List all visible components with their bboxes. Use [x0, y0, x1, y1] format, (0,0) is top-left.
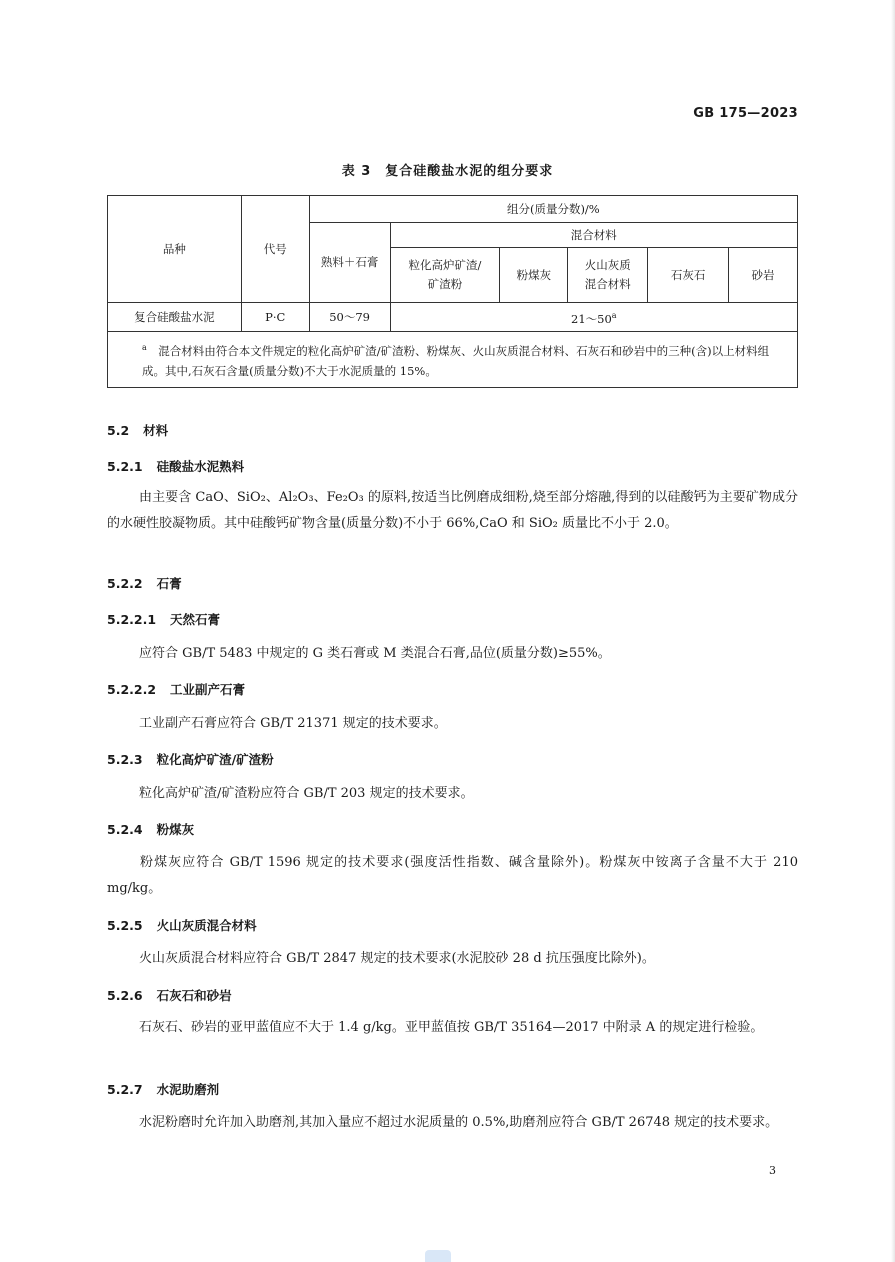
- heading-title: 水泥助磨剂: [156, 1082, 220, 1097]
- heading-number: 5.2.7: [107, 1082, 143, 1097]
- heading-5-2-2-2: [107, 680, 245, 698]
- heading-title: 石灰石和砂岩: [156, 988, 232, 1003]
- header-pozzolan-line2: 混合材料: [584, 277, 631, 291]
- table-caption: 表 3 复合硅酸盐水泥的组分要求: [341, 164, 554, 179]
- footnote-mark: a: [142, 343, 147, 352]
- standard-number: GB 175—2023: [693, 106, 798, 121]
- heading-number: 5.2.1: [107, 459, 143, 474]
- paragraph-text: 应符合 GB/T 5483 中规定的 G 类石膏或 M 类混合石膏,品位(质量分数)≥55%。: [139, 646, 611, 661]
- heading-title: 材料: [143, 423, 169, 438]
- header-fly-ash: 粉煤灰: [500, 248, 568, 303]
- heading-5-2-1: [107, 457, 244, 475]
- page-edge-shadow: [891, 0, 895, 1262]
- heading-5-2-4: [107, 820, 194, 838]
- cell-variety: 复合硅酸盐水泥: [108, 303, 242, 332]
- paragraph-text: 石灰石、砂岩的亚甲蓝值应不大于 1.4 g/kg。亚甲蓝值按 GB/T 35164—2017 中附录 A 的规定进行检验。: [139, 1020, 764, 1035]
- header-slag-line1: 粒化高炉矿渣/: [408, 258, 482, 272]
- paragraph-5-2-1: [107, 485, 798, 537]
- cell-mixed: [390, 303, 797, 332]
- paragraph-5-2-7: [107, 1110, 798, 1136]
- header-clinker-gypsum: 熟料＋石膏: [309, 223, 390, 303]
- cell-mixed-value: 21～50: [571, 311, 612, 326]
- paragraph-text: 粒化高炉矿渣/矿渣粉应符合 GB/T 203 规定的技术要求。: [139, 786, 474, 801]
- viewer-scroll-indicator[interactable]: [425, 1250, 451, 1262]
- paragraph-5-2-5: [107, 946, 798, 972]
- header-pozzolan: [568, 248, 648, 303]
- header-mixed-materials: 混合材料: [390, 223, 797, 248]
- composition-table: [107, 195, 798, 388]
- heading-number: 5.2.3: [107, 752, 143, 767]
- paragraph-5-2-6: [107, 1015, 798, 1041]
- heading-title: 粉煤灰: [156, 822, 195, 837]
- heading-number: 5.2.4: [107, 822, 143, 837]
- heading-title: 天然石膏: [170, 612, 221, 627]
- paragraph-5-2-2-1: [107, 641, 798, 667]
- cell-mixed-note-mark: a: [611, 310, 617, 320]
- heading-title: 硅酸盐水泥熟料: [156, 459, 245, 474]
- header-limestone: 石灰石: [648, 248, 729, 303]
- heading-title: 石膏: [156, 576, 182, 591]
- heading-5-2-2-1: [107, 610, 220, 628]
- footnote-text: 混合材料由符合本文件规定的粒化高炉矿渣/矿渣粉、粉煤灰、火山灰质混合材料、石灰石和砂岩中的三种(含)以上材料组成。其中,石灰石含量(质量分数)不大于水泥质量的 15%。: [142, 343, 770, 378]
- header-sandstone: 砂岩: [729, 248, 798, 303]
- paragraph-text: 粉煤灰应符合 GB/T 1596 规定的技术要求(强度活性指数、碱含量除外)。粉煤灰中铵离子含量不大于 210 mg/kg。: [107, 855, 798, 896]
- header-code: 代号: [241, 196, 309, 303]
- header-pozzolan-line1: 火山灰质: [584, 258, 631, 272]
- heading-number: 5.2.2: [107, 576, 143, 591]
- paragraph-5-2-4: [107, 850, 798, 902]
- header-composition: 组分(质量分数)/%: [309, 196, 797, 223]
- header-variety: 品种: [108, 196, 242, 303]
- header-slag: [390, 248, 500, 303]
- heading-number: 5.2.5: [107, 918, 143, 933]
- heading-number: 5.2.6: [107, 988, 143, 1003]
- paragraph-5-2-2-2: [107, 711, 798, 737]
- paragraph-text: 由主要含 CaO、SiO₂、Al₂O₃、Fe₂O₃ 的原料,按适当比例磨成细粉,烧至部分熔融,得到的以硅酸钙为主要矿物成分的水硬性胶凝物质。其中硅酸钙矿物含量(质量分数)不小于 66%,CaO 和 SiO₂ 质量比不小于 2.0。: [107, 490, 798, 531]
- heading-number: 5.2.2.1: [107, 612, 157, 627]
- paragraph-text: 工业副产石膏应符合 GB/T 21371 规定的技术要求。: [139, 716, 447, 731]
- heading-title: 工业副产石膏: [170, 682, 246, 697]
- table-footnote: [108, 332, 798, 388]
- cell-code: P·C: [241, 303, 309, 332]
- heading-number: 5.2: [107, 423, 130, 438]
- paragraph-5-2-3: [107, 781, 798, 807]
- heading-5-2-3: [107, 750, 274, 768]
- heading-number: 5.2.2.2: [107, 682, 157, 697]
- paragraph-text: 火山灰质混合材料应符合 GB/T 2847 规定的技术要求(水泥胶砂 28 d 抗压强度比除外)。: [139, 951, 655, 966]
- page-number: 3: [769, 1164, 776, 1177]
- paragraph-text: 水泥粉磨时允许加入助磨剂,其加入量应不超过水泥质量的 0.5%,助磨剂应符合 GB/T 26748 规定的技术要求。: [139, 1115, 779, 1130]
- heading-5-2-6: [107, 986, 232, 1004]
- heading-title: 火山灰质混合材料: [156, 918, 257, 933]
- heading-title: 粒化高炉矿渣/矿渣粉: [156, 752, 274, 767]
- heading-5-2-2: [107, 574, 182, 592]
- heading-5-2-5: [107, 916, 257, 934]
- heading-5-2: [107, 421, 168, 439]
- header-slag-line2: 矿渣粉: [427, 277, 463, 291]
- heading-5-2-7: [107, 1080, 219, 1098]
- cell-clinker: 50～79: [309, 303, 390, 332]
